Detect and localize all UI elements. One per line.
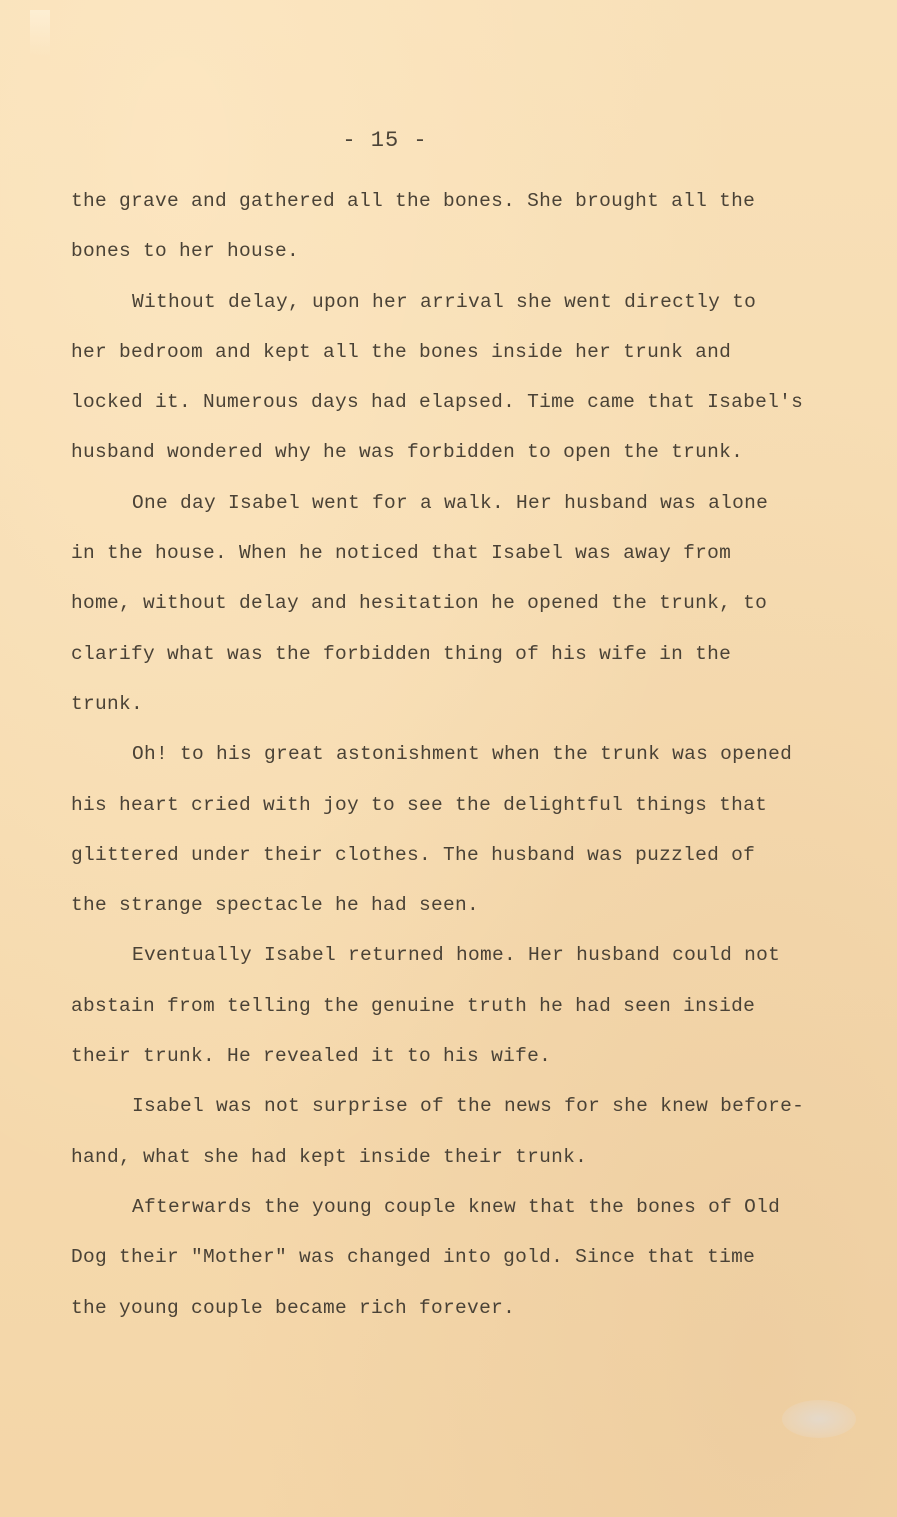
paragraph-first-line: Afterwards the young couple knew that the bones of Old xyxy=(132,1195,781,1218)
text-line: home, without delay and hesitation he opened the trunk, to xyxy=(71,592,768,615)
paper-smudge xyxy=(782,1400,856,1438)
text-line: their trunk. He revealed it to his wife. xyxy=(71,1045,552,1068)
paragraph-first-line: Without delay, upon her arrival she went directly to xyxy=(132,290,757,313)
paragraph-first-line: Isabel was not surprise of the news for she knew before- xyxy=(132,1095,805,1118)
paper-edge-mark xyxy=(30,10,50,56)
body-text xyxy=(71,176,871,1333)
text-line: bones to her house. xyxy=(71,240,300,263)
text-line: trunk. xyxy=(71,692,144,715)
text-line: the grave and gathered all the bones. She brought all the xyxy=(71,190,756,212)
paragraph-first-line: One day Isabel went for a walk. Her husband was alone xyxy=(132,491,769,514)
text-line: in the house. When he noticed that Isabel was away from xyxy=(71,542,732,565)
paragraph-first-line: Oh! to his great astonishment when the trunk was opened xyxy=(132,743,793,766)
text-line: the strange spectacle he had seen. xyxy=(71,894,480,917)
text-line: husband wondered why he was forbidden to open the trunk. xyxy=(71,441,744,464)
paragraph-first-line: Eventually Isabel returned home. Her husband could not xyxy=(132,944,781,967)
page-number: - 15 - xyxy=(342,128,428,153)
text-line: his heart cried with joy to see the delightful things that xyxy=(71,793,768,816)
text-line: abstain from telling the genuine truth he had seen inside xyxy=(71,994,756,1017)
text-line: glittered under their clothes. The husband was puzzled of xyxy=(71,843,756,866)
text-line: hand, what she had kept inside their trunk. xyxy=(71,1145,588,1168)
text-line: her bedroom and kept all the bones inside her trunk and xyxy=(71,340,732,363)
text-line: locked it. Numerous days had elapsed. Time came that Isabel's xyxy=(71,391,804,414)
text-line: clarify what was the forbidden thing of his wife in the xyxy=(71,642,732,665)
text-line: the young couple became rich forever. xyxy=(71,1296,516,1319)
text-line: Dog their "Mother" was changed into gold. Since that time xyxy=(71,1246,756,1269)
